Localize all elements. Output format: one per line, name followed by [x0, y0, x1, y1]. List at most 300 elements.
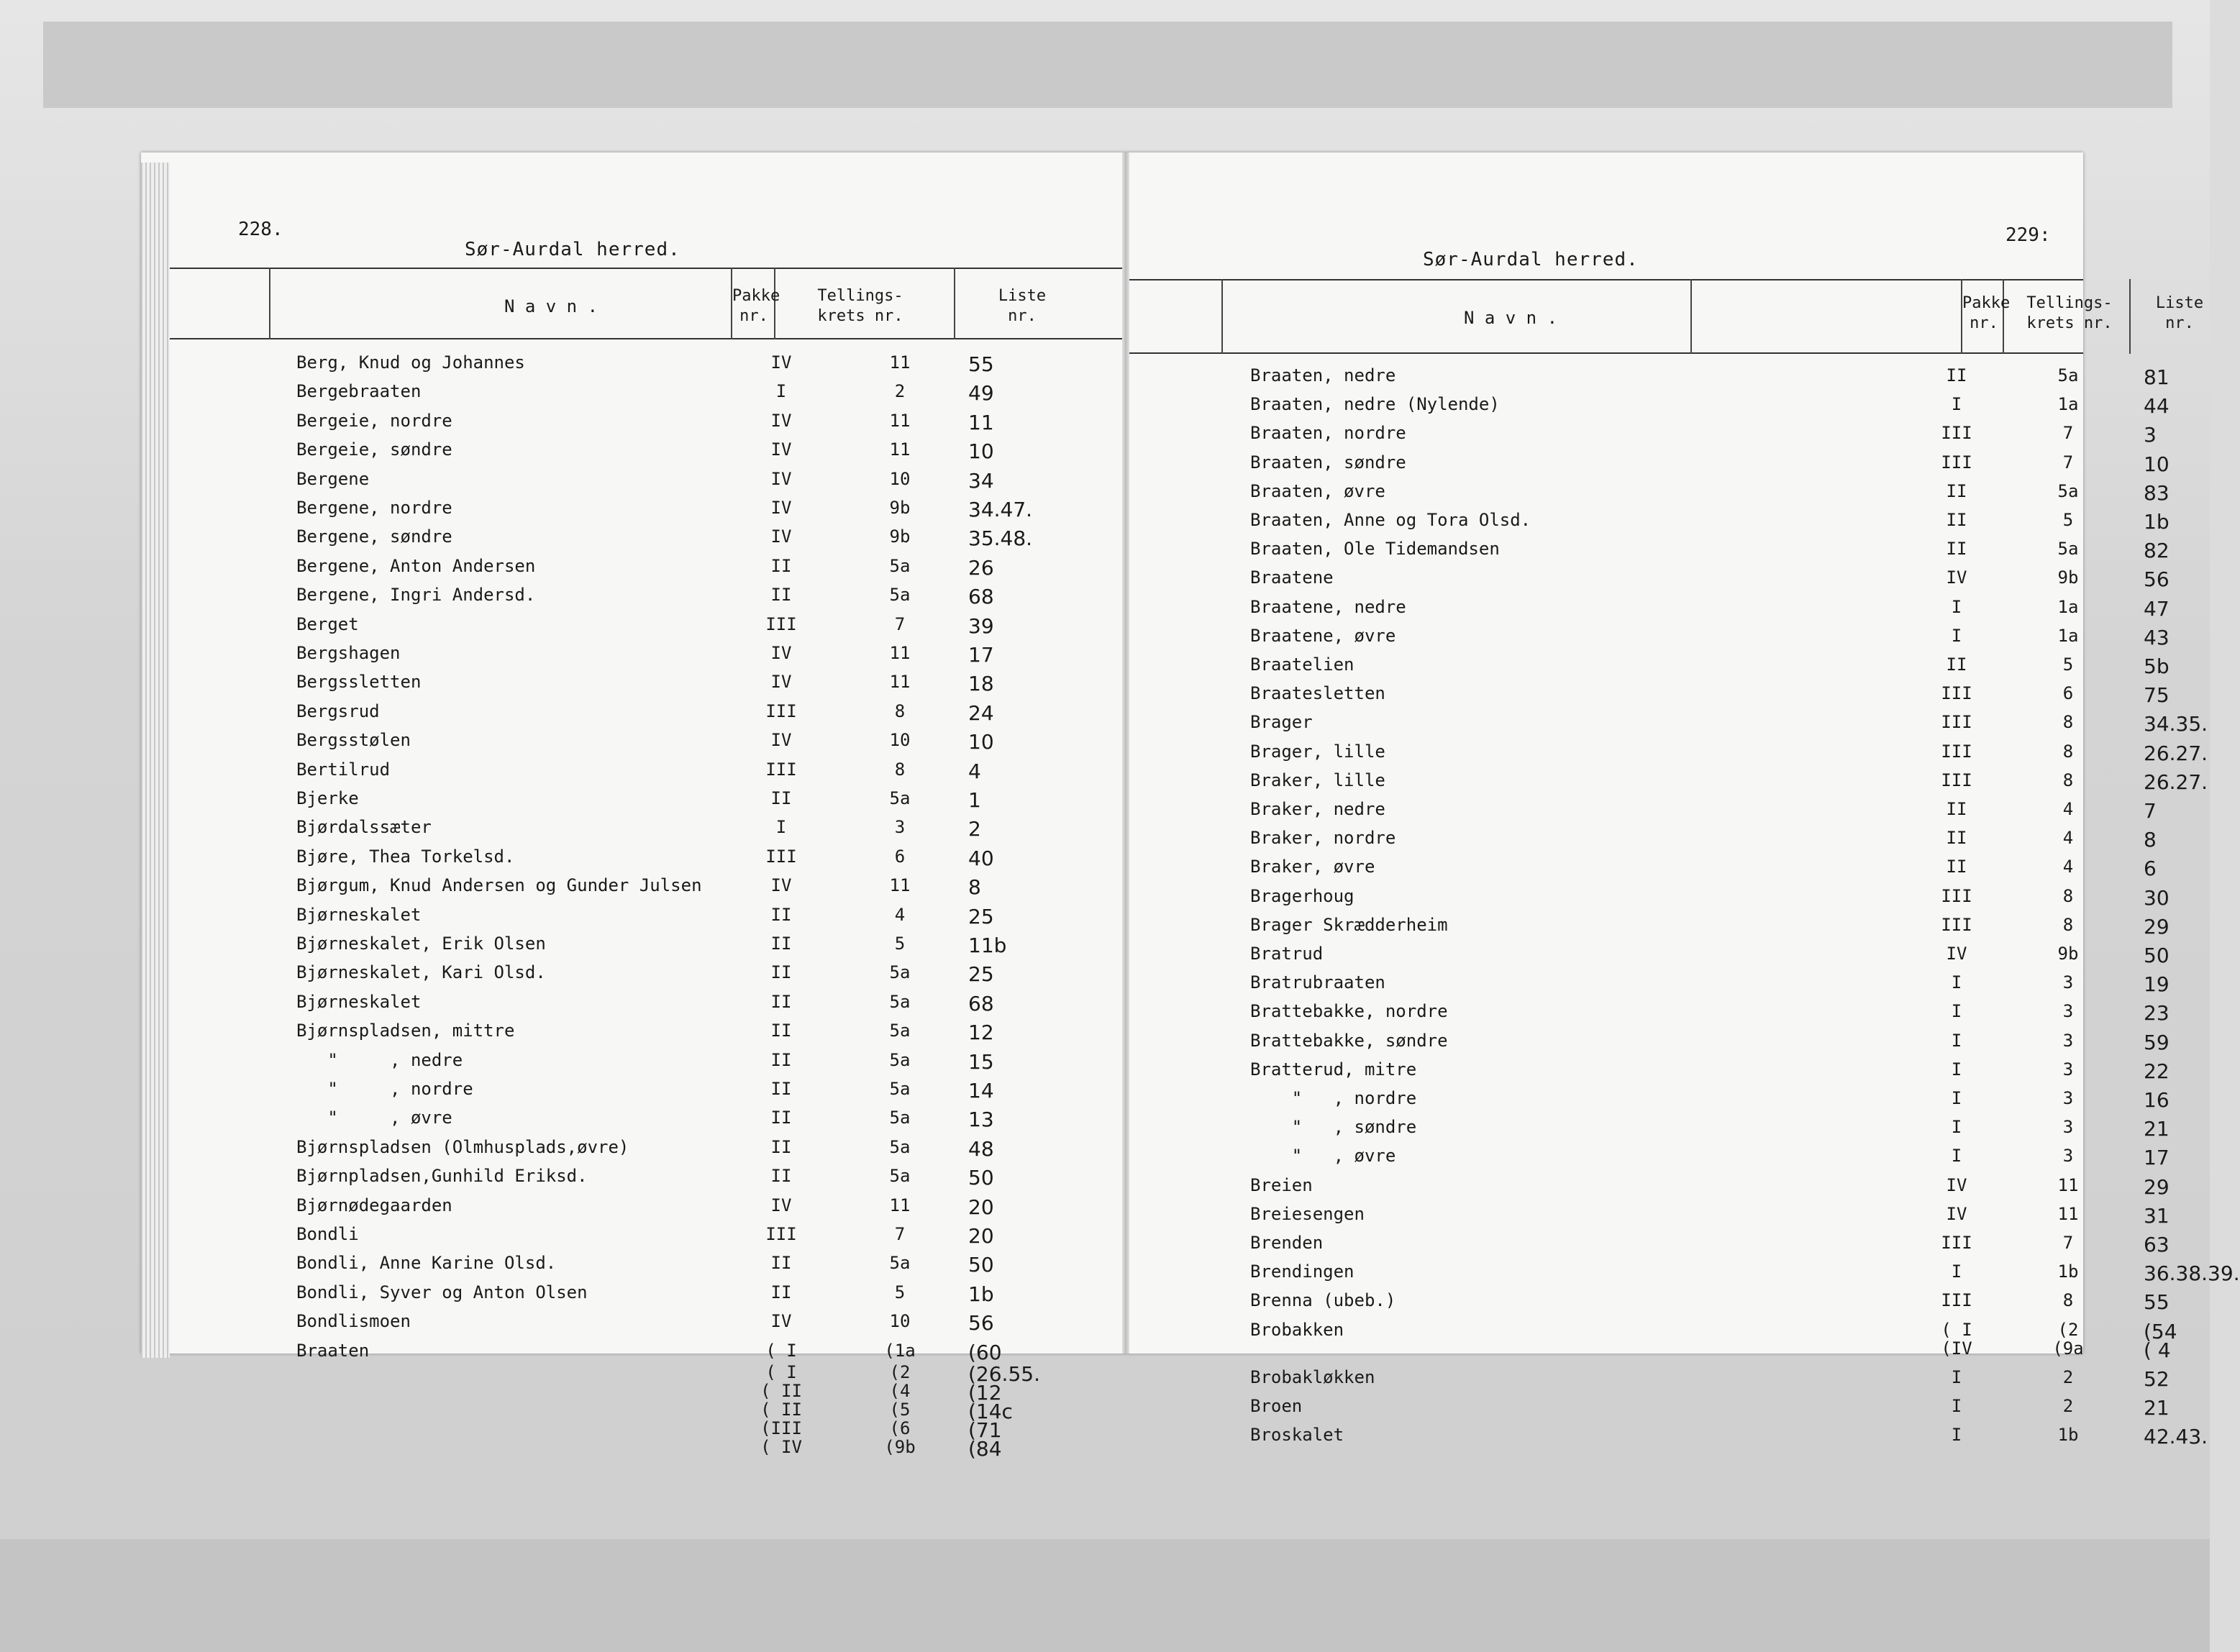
entry-pakke: III [765, 1224, 797, 1244]
entry-name: Bondli, Anne Karine Olsd. [296, 1253, 557, 1273]
book-gutter [1122, 152, 1129, 1354]
header-liste: Liste nr. [998, 287, 1047, 325]
entry-pakke: I [1951, 1001, 1962, 1021]
entry-name: Broen [1250, 1396, 1303, 1416]
entry-pakke: III [1941, 683, 1972, 703]
entry-name: Braaten, nordre [1250, 423, 1406, 443]
right-entries [1129, 365, 2240, 1448]
entry-row [170, 934, 1122, 962]
entry-row [170, 875, 1122, 904]
entry-row [170, 1079, 1122, 1108]
entry-liste: 19 [2144, 972, 2170, 996]
entry-name: Berg, Knud og Johannes [296, 352, 525, 373]
entry-name: Brobakken [1250, 1320, 1344, 1340]
entry-liste: 75 [2144, 683, 2170, 707]
entry-pakke: II [770, 962, 792, 982]
entry-krets: 5a [889, 1108, 911, 1128]
entry-krets: (1a [884, 1341, 916, 1361]
entry-row [1129, 1117, 2170, 1146]
entry-name: Bratrud [1250, 944, 1324, 964]
entry-row [170, 962, 1122, 991]
entry-pakke: II [1946, 799, 1967, 819]
entry-liste: 21 [2144, 1396, 2170, 1420]
entry-krets: 9b [889, 498, 911, 518]
entry-krets: 2 [2062, 1367, 2074, 1387]
header-krets: Tellings- krets nr. [817, 287, 903, 325]
entry-liste: 40 [968, 846, 994, 870]
entry-pakke: II [770, 556, 792, 576]
entry-liste: 81 [2144, 365, 2170, 389]
entry-pakke: I [1951, 1117, 1962, 1137]
entry-name: " , nordre [296, 1079, 473, 1099]
entry-krets: 11 [889, 643, 911, 663]
entry-row [170, 1108, 1122, 1136]
entry-name: Bergssletten [296, 672, 422, 692]
entry-liste: 1 [968, 788, 981, 812]
entry-krets: 8 [2062, 915, 2074, 935]
entry-krets: 5 [2062, 510, 2074, 530]
entry-krets: 9b [2057, 944, 2079, 964]
entry-row [170, 498, 1122, 526]
entry-pakke: IV [770, 730, 792, 750]
entry-krets: 8 [2062, 712, 2074, 732]
entry-krets: 11 [889, 439, 911, 460]
entry-krets: 3 [2062, 972, 2074, 992]
entry-krets: 11 [2057, 1175, 2079, 1195]
entry-krets: 9b [889, 526, 911, 547]
entry-pakke: III [765, 759, 797, 780]
entry-liste: 36.38.39. [2144, 1261, 2240, 1285]
entry-liste: 26.27. [2144, 770, 2208, 794]
entry-krets: 11 [889, 1195, 911, 1215]
entry-liste: 25 [968, 962, 994, 986]
entry-name: Bjerke [296, 788, 359, 808]
entry-krets: 5a [889, 1253, 911, 1273]
entry-name: Bergeie, søndre [296, 439, 452, 460]
entry-name: Braaten, nedre [1250, 365, 1396, 385]
entry-pakke: IV [1946, 1175, 1967, 1195]
entry-liste: 10 [968, 439, 994, 463]
entry-name: Bondli, Syver og Anton Olsen [296, 1282, 588, 1302]
entry-name: Brenna (ubeb.) [1250, 1290, 1396, 1310]
entry-pakke: II [770, 1253, 792, 1273]
entry-pakke: II [770, 1050, 792, 1070]
entry-krets: 5a [2057, 481, 2079, 501]
entry-name: Bjørnødegaarden [296, 1195, 452, 1215]
entry-pakke: I [1951, 972, 1962, 992]
entry-row [170, 1137, 1122, 1166]
entry-name: Brenden [1250, 1233, 1324, 1253]
entry-row [170, 730, 1122, 759]
entry-pakke: II [770, 788, 792, 808]
entry-name: Breien [1250, 1175, 1313, 1195]
entry-row [1129, 394, 2170, 423]
entry-pakke: III [1941, 741, 1972, 762]
entry-row [1129, 1175, 2170, 1204]
entry-row [1129, 683, 2170, 712]
entry-liste: 1b [2144, 510, 2170, 534]
entry-liste: 63 [2144, 1233, 2170, 1256]
entry-liste: 8 [968, 875, 981, 899]
entry-name: Bergene, Anton Andersen [296, 556, 536, 576]
entry-pakke: (III [760, 1418, 802, 1438]
page-title: Sør-Aurdal herred. [465, 239, 680, 260]
entry-liste: 17 [968, 643, 994, 667]
entry-pakke: I [1951, 394, 1962, 414]
entry-liste: 39 [968, 614, 994, 638]
entry-krets: 8 [894, 759, 906, 780]
page-edges [141, 163, 170, 1358]
entry-krets: 8 [2062, 741, 2074, 762]
entry-liste: 23 [2144, 1001, 2170, 1025]
entry-krets: (9b [884, 1437, 916, 1457]
entry-krets: (2 [2057, 1320, 2079, 1340]
entry-krets: 5a [889, 1079, 911, 1099]
entry-row [1129, 915, 2170, 944]
entry-liste: 1b [968, 1282, 994, 1306]
entry-name: Brager [1250, 712, 1313, 732]
entry-row [170, 759, 1122, 788]
entry-name: Braatelien [1250, 654, 1355, 675]
entry-krets: 5a [889, 556, 911, 576]
entry-liste: 83 [2144, 481, 2170, 505]
entry-krets: 4 [2062, 857, 2074, 877]
entry-liste: 59 [2144, 1031, 2170, 1054]
entry-liste: 20 [968, 1195, 994, 1219]
entry-liste: 3 [2144, 423, 2157, 447]
entry-liste: 48 [968, 1137, 994, 1161]
entry-liste: 26 [968, 556, 994, 580]
entry-krets: 4 [2062, 828, 2074, 848]
entry-name: Braaten, øvre [1250, 481, 1385, 501]
entry-krets: (2 [889, 1362, 911, 1382]
entry-name: Braaten, Ole Tidemandsen [1250, 539, 1500, 559]
entry-pakke: (IV [1941, 1338, 1972, 1359]
entry-pakke: IV [770, 469, 792, 489]
entry-pakke: II [770, 992, 792, 1012]
entry-liste: 26.27. [2144, 741, 2208, 765]
entry-krets: 5a [889, 788, 911, 808]
entry-row [1129, 1204, 2170, 1233]
entry-liste: 24 [968, 701, 994, 725]
entry-krets: 7 [894, 614, 906, 634]
entry-name: Bergshagen [296, 643, 401, 663]
entry-krets: 11 [889, 875, 911, 895]
entry-krets: 10 [889, 730, 911, 750]
entry-liste: 35.48. [968, 526, 1033, 550]
entry-row [1129, 1088, 2170, 1117]
entry-liste: 56 [968, 1311, 994, 1335]
entry-liste: 52 [2144, 1367, 2170, 1391]
right-page [1129, 152, 2240, 1448]
entry-name: Brager Skrædderheim [1250, 915, 1448, 935]
entry-row [1129, 712, 2208, 741]
entry-pakke: III [1941, 915, 1972, 935]
entry-row [1129, 597, 2170, 626]
entry-krets: 6 [894, 846, 906, 867]
entry-liste: 44 [2144, 394, 2170, 418]
entry-row [1129, 944, 2170, 972]
entry-name: Bjørnspladsen, mittre [296, 1021, 515, 1041]
entry-pakke: III [1941, 770, 1972, 790]
entry-row [170, 1253, 1122, 1282]
header-bottom-rule [170, 338, 1122, 339]
column-rule [1690, 279, 1692, 354]
entry-pakke: II [1946, 654, 1967, 675]
entry-row [170, 905, 1122, 934]
entry-krets: 1b [2057, 1261, 2079, 1282]
entry-row [170, 1021, 1122, 1049]
entry-liste: 21 [2144, 1117, 2170, 1141]
entry-row [170, 526, 1122, 555]
entry-pakke: IV [770, 1195, 792, 1215]
entry-pakke: III [1941, 886, 1972, 906]
entry-liste: 68 [968, 585, 994, 608]
header-navn: N a v n . [504, 296, 598, 316]
entry-name: Bragerhoug [1250, 886, 1355, 906]
entry-liste: 56 [2144, 567, 2170, 591]
entry-row [1129, 1425, 2208, 1454]
entry-pakke: ( I [1941, 1320, 1972, 1340]
entry-krets: 2 [2062, 1396, 2074, 1416]
entry-krets: 6 [2062, 683, 2074, 703]
entry-row [170, 672, 1122, 700]
entry-krets: 4 [2062, 799, 2074, 819]
entry-liste: 20 [968, 1224, 994, 1248]
entry-name: Bergene, Ingri Andersd. [296, 585, 536, 605]
entry-liste: 34.35. [2144, 712, 2208, 736]
entry-pakke: IV [770, 875, 792, 895]
entry-liste: 14 [968, 1079, 994, 1103]
entry-row [1129, 857, 2157, 885]
entry-krets: 3 [2062, 1146, 2074, 1166]
entry-krets: 5a [889, 992, 911, 1012]
entry-pakke: II [1946, 828, 1967, 848]
entry-liste: (12 [968, 1381, 1002, 1405]
entry-name: Bertilrud [296, 759, 391, 780]
entry-liste: (14c [968, 1400, 1013, 1423]
entry-row [170, 1050, 1122, 1079]
entry-liste: 2 [968, 817, 981, 841]
entry-row [1129, 972, 2170, 1001]
entry-row [1129, 1290, 2170, 1319]
entry-pakke: ( IV [760, 1437, 802, 1457]
entry-row [170, 381, 1122, 410]
entry-name: Bergeie, nordre [296, 411, 452, 431]
entry-krets: 5 [894, 934, 906, 954]
entry-name: Braker, lille [1250, 770, 1385, 790]
entry-pakke: III [1941, 423, 1972, 443]
entry-liste: 25 [968, 905, 994, 928]
scan-bottom-strip [0, 1539, 2210, 1652]
entry-pakke: II [1946, 481, 1967, 501]
entry-name: Brobakløkken [1250, 1367, 1375, 1387]
entry-row [170, 556, 1122, 585]
entry-row [1129, 1367, 2170, 1396]
entry-name: Braaten, Anne og Tora Olsd. [1250, 510, 1531, 530]
entry-row [1129, 365, 2170, 394]
entry-pakke: IV [770, 498, 792, 518]
entry-name: " , øvre [296, 1108, 452, 1128]
entry-liste: (84 [968, 1437, 1002, 1461]
entry-krets: 11 [889, 352, 911, 373]
entry-pakke: II [770, 1137, 792, 1157]
entry-liste: 12 [968, 1021, 994, 1044]
entry-pakke: IV [770, 1311, 792, 1331]
header-pakke: Pakke nr. [732, 287, 780, 325]
entry-row [1129, 1001, 2170, 1030]
page-number: 228. [238, 219, 283, 240]
entry-row [1129, 423, 2157, 452]
entry-row [170, 1282, 1122, 1311]
entry-row-continuation [170, 1437, 1122, 1466]
entry-liste: 68 [968, 992, 994, 1016]
header-krets: Tellings- krets nr. [2026, 294, 2113, 332]
entry-name: " , søndre [1250, 1117, 1417, 1137]
entry-pakke: IV [1946, 1204, 1967, 1224]
entry-name: Bjørneskalet [296, 905, 422, 925]
entry-name: Braatesletten [1250, 683, 1385, 703]
entry-name: Bratrubraaten [1250, 972, 1385, 992]
entry-row [1129, 1031, 2170, 1059]
entry-liste: 10 [968, 730, 994, 754]
entry-krets: 10 [889, 1311, 911, 1331]
entry-krets: 10 [889, 469, 911, 489]
entry-krets: 5a [889, 1166, 911, 1186]
entry-krets: 3 [894, 817, 906, 837]
entry-pakke: II [770, 1282, 792, 1302]
entry-name: Bergebraaten [296, 381, 422, 401]
entry-krets: 7 [2062, 452, 2074, 473]
entry-pakke: II [1946, 510, 1967, 530]
entry-name: Brendingen [1250, 1261, 1355, 1282]
entry-pakke: II [1946, 365, 1967, 385]
entry-liste: (71 [968, 1418, 1002, 1442]
entry-row [1129, 481, 2170, 510]
entry-pakke: IV [770, 526, 792, 547]
header-top-rule [1129, 279, 2083, 280]
entry-liste: 15 [968, 1050, 994, 1074]
entry-krets: 3 [2062, 1031, 2074, 1051]
entry-krets: (9a [2052, 1338, 2084, 1359]
entry-row-continuation [1129, 1338, 2171, 1367]
column-rule [954, 268, 955, 339]
entry-name: Bjørdalssæter [296, 817, 432, 837]
entry-liste: 10 [2144, 452, 2170, 476]
entry-pakke: II [770, 1108, 792, 1128]
entry-row [1129, 886, 2170, 915]
entry-pakke: II [770, 905, 792, 925]
entry-liste: 5b [2144, 654, 2170, 678]
entry-liste: 82 [2144, 539, 2170, 562]
entry-row [1129, 1261, 2240, 1290]
header-navn: N a v n . [1463, 308, 1558, 328]
entry-liste: 11b [968, 934, 1007, 957]
entry-pakke: III [765, 701, 797, 721]
entry-row [170, 643, 1122, 672]
entry-name: Bjørneskalet, Erik Olsen [296, 934, 546, 954]
entry-krets: 7 [2062, 1233, 2074, 1253]
entry-name: Bondlismoen [296, 1311, 411, 1331]
entry-liste: 42.43. [2144, 1425, 2208, 1448]
entry-pakke: I [1951, 597, 1962, 617]
entry-pakke: II [770, 1021, 792, 1041]
entry-row [1129, 799, 2157, 828]
entry-liste: 50 [2144, 944, 2170, 967]
entry-liste: 50 [968, 1253, 994, 1277]
entry-pakke: II [770, 585, 792, 605]
entry-liste: (26.55. [968, 1362, 1040, 1386]
entry-krets: 8 [894, 701, 906, 721]
entry-liste: 47 [2144, 597, 2170, 621]
entry-krets: 1a [2057, 626, 2079, 646]
entry-row [1129, 626, 2170, 654]
entry-liste: 55 [2144, 1290, 2170, 1314]
entry-row [1129, 510, 2170, 539]
entry-krets: (4 [889, 1381, 911, 1401]
entry-liste: 55 [968, 352, 994, 376]
entry-row [1129, 654, 2170, 683]
entry-pakke: IV [770, 672, 792, 692]
entry-pakke: III [1941, 1233, 1972, 1253]
entry-pakke: II [770, 934, 792, 954]
entry-liste: ( 4 [2144, 1338, 2171, 1362]
entry-krets: 7 [2062, 423, 2074, 443]
header-bottom-rule [1129, 352, 2083, 354]
entry-name: Braaten [296, 1341, 370, 1361]
page-number: 229: [2005, 224, 2051, 246]
entry-pakke: I [1951, 1059, 1962, 1080]
entry-pakke: ( II [760, 1381, 802, 1401]
entry-row [170, 1195, 1122, 1224]
entry-liste: 8 [2144, 828, 2157, 852]
entry-name: Bjørnspladsen (Olmhusplads,øvre) [296, 1137, 629, 1157]
entry-liste: 22 [2144, 1059, 2170, 1083]
entry-liste: 50 [968, 1166, 994, 1190]
entry-row [1129, 741, 2208, 770]
entry-row [170, 411, 1122, 439]
entry-krets: 9b [2057, 567, 2079, 588]
entry-krets: (6 [889, 1418, 911, 1438]
entry-row [1129, 828, 2157, 857]
entry-pakke: IV [1946, 567, 1967, 588]
entry-name: Broskalet [1250, 1425, 1344, 1445]
entry-krets: 1a [2057, 597, 2079, 617]
entry-pakke: I [1951, 1425, 1962, 1445]
entry-liste: 30 [2144, 886, 2170, 910]
entry-krets: 5a [2057, 539, 2079, 559]
entry-row [1129, 1396, 2170, 1425]
entry-pakke: II [770, 1166, 792, 1186]
entry-pakke: III [1941, 712, 1972, 732]
entry-krets: 11 [889, 672, 911, 692]
entry-pakke: IV [770, 643, 792, 663]
entry-krets: 5a [2057, 365, 2079, 385]
entry-krets: 8 [2062, 1290, 2074, 1310]
entry-row [170, 1224, 1122, 1253]
entry-pakke: I [1951, 1367, 1962, 1387]
entry-krets: 5a [889, 585, 911, 605]
entry-pakke: I [775, 817, 787, 837]
entry-name: Bjøre, Thea Torkelsd. [296, 846, 515, 867]
entry-pakke: III [1941, 452, 1972, 473]
entry-pakke: IV [1946, 944, 1967, 964]
entry-row [1129, 1146, 2170, 1174]
entry-name: Bjørneskalet, Kari Olsd. [296, 962, 546, 982]
entry-pakke: II [1946, 539, 1967, 559]
entry-row [170, 817, 1122, 846]
entry-liste: (60 [968, 1341, 1002, 1364]
